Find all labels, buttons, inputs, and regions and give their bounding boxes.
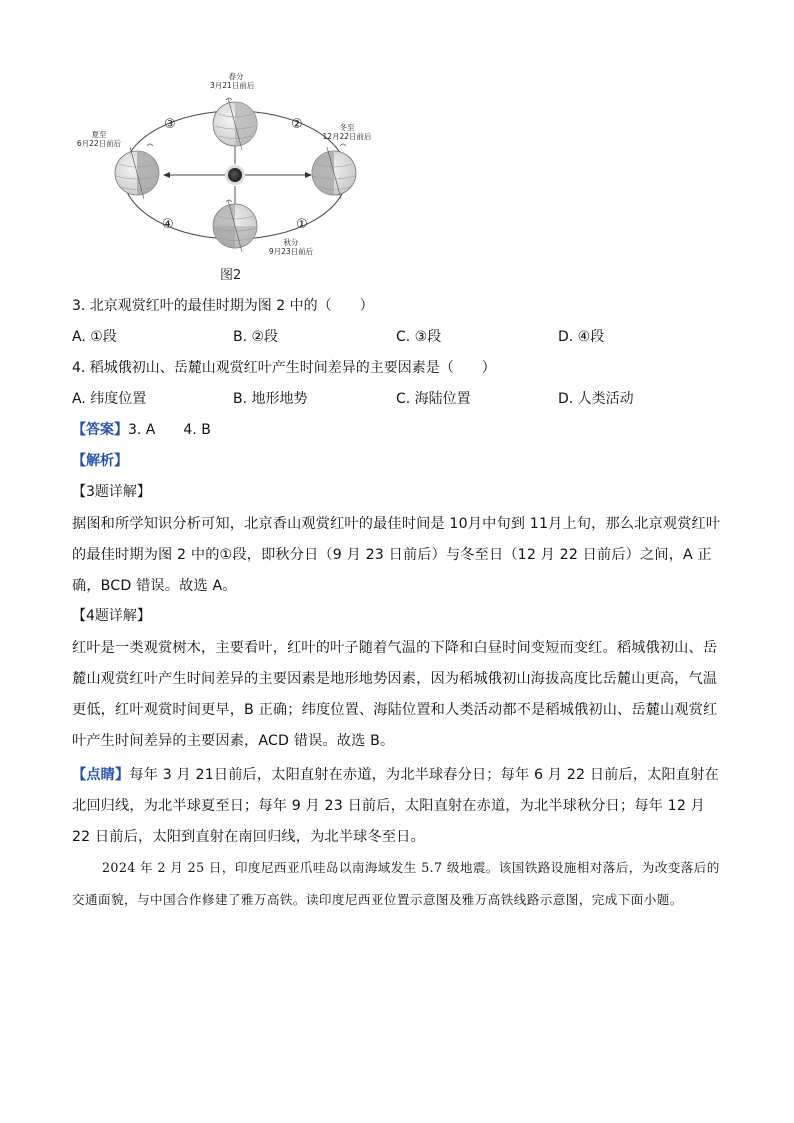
earth-autumn-icon [213,200,257,252]
detail-3-heading: 【3题详解】 [72,484,151,500]
arrow-right [305,172,312,178]
earth-summer-icon [115,144,159,199]
label-summer [74,130,124,148]
segment-2-marker: ② [291,117,303,132]
label-summer-date: 6月22日前后 [76,139,122,148]
analysis-line [72,451,128,471]
next-section-intro: 2024 年 2 月 25 日，印度尼西亚爪哇岛以南海域发生 5.7 级地震。该国铁路设施相对落后，为改变落后的交通面貌，与中国合作修建了雅万高铁。读印度尼西亚位置示意图及雅万高铁线路示意图，完成下面小题。 [72,860,720,907]
segment-1-marker: ① [296,217,308,232]
label-autumn-date: 9月23日前后 [268,247,314,256]
label-spring-name: 春分 [228,72,244,81]
q4-option-d: D. 人类活动 [558,391,634,407]
label-winter-name: 冬至 [339,123,355,132]
detail-4-heading: 【4题详解】 [72,608,151,624]
answer-text: 3. A 4. B [128,422,211,438]
q3-option-b: B. ②段 [233,329,279,345]
label-spring [210,72,255,90]
segment-4-marker: ④ [162,217,174,232]
q3-option-c: C. ③段 [396,329,442,345]
label-spring-date: 3月21日前后 [210,81,255,90]
question-4-stem: 4. 稻城俄初山、岳麓山观赏红叶产生时间差异的主要因素是（ ） [72,360,496,376]
label-winter-date: 12月22日前后 [322,132,372,141]
answer-line [72,420,211,440]
orbit-diagram [70,68,400,283]
detail-3-text: 据图和所学知识分析可知，北京香山观赏红叶的最佳时间是 10月中旬到 11月上旬，那么北京观赏红叶的最佳时期为图 2 中的①段，即秋分日（9 月 23 日前后）与冬至日（12 月 22 日前后）之间，A 正确，BCD 错误。故选 A。 [72,516,721,594]
earth-winter-icon [312,144,356,199]
label-summer-name: 夏至 [91,130,107,139]
q3-option-d: D. ④段 [558,329,605,345]
answer-tag: 【答案】 [72,422,128,438]
sun-icon [228,168,242,182]
tip-paragraph [72,760,724,853]
tip-text: 每年 3 月 21日前后，太阳直射在赤道，为北半球春分日；每年 6 月 22 日前后，太阳直射在北回归线，为北半球夏至日；每年 9 月 23 日前后，太阳直射在赤道，为北半球秋分日；每年 12 月 22 日前后，太阳到直射在南回归线，为北半球冬至日。 [72,767,719,845]
question-3-stem: 3. 北京观赏红叶的最佳时期为图 2 中的（ ） [72,298,374,314]
figure-caption: 图2 [220,268,242,283]
analysis-tag: 【解析】 [72,453,128,469]
orbit-figure [70,68,400,283]
segment-3-marker: ③ [164,117,176,132]
q3-option-a: A. ①段 [72,329,117,345]
q4-option-c: C. 海陆位置 [396,391,471,407]
tip-tag: 【点睛】 [72,767,130,783]
q4-option-a: A. 纬度位置 [72,391,147,407]
q4-option-b: B. 地形地势 [233,391,308,407]
label-autumn-name: 秋分 [283,238,299,247]
label-autumn [266,238,316,256]
arrow-left [163,172,170,178]
earth-spring-icon [213,98,257,150]
label-winter [320,123,374,141]
detail-4-text: 红叶是一类观赏树木，主要看叶，红叶的叶子随着气温的下降和白昼时间变短而变红。稻城俄初山、岳麓山观赏红叶产生时间差异的主要因素是地形地势因素，因为稻城俄初山海拔高度比岳麓山更高，气温更低，红叶观赏时间更早，B 正确；纬度位置、海陆位置和人类活动都不是稻城俄初山、岳麓山观赏红叶产生时间差异的主要因素，ACD 错误。故选 B。 [72,640,718,749]
